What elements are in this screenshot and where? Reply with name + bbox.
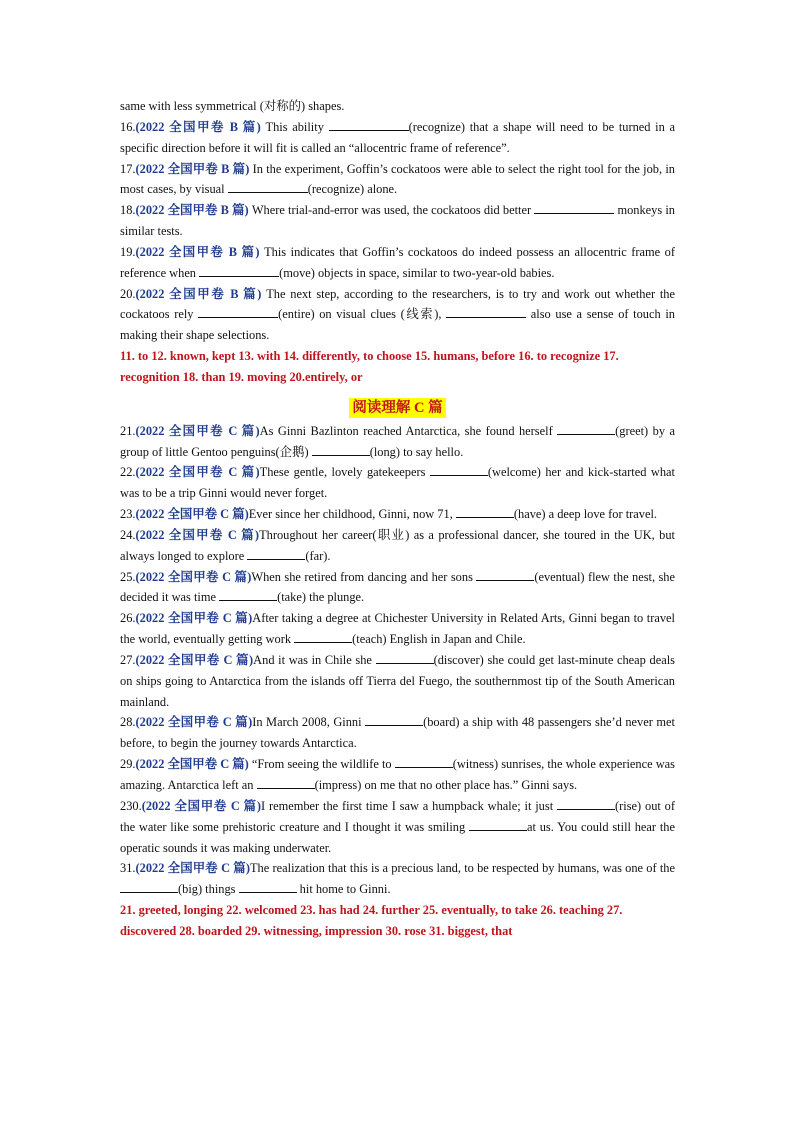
- source-tag: (2022 全国甲卷 C 篇): [135, 715, 253, 730]
- answer-blank[interactable]: [198, 305, 278, 318]
- question-number: 26.: [120, 611, 136, 626]
- source-tag: (2022 全国甲卷 B 篇): [135, 244, 260, 259]
- source-tag: (2022 全国甲卷 C 篇): [135, 757, 249, 772]
- source-tag: (2022 全国甲卷 B 篇): [135, 286, 262, 301]
- question-19: 19.(2022 全国甲卷 B 篇) This indicates that Goffin’s cockatoos do indeed possess an allocentric frame of reference when (move) objects in space, similar to two-year-old babies.: [120, 244, 676, 280]
- question-number: 23.: [120, 507, 136, 522]
- answer-key-c: 21. greeted, longing 22. welcomed 23. has had 24. further 25. eventually, to take 26. teaching 27. discovered 28. boarded 29. witnessing, impression 30. rose 31. biggest, that: [120, 903, 623, 938]
- question-number: 29.: [120, 757, 136, 772]
- question-number: 17.: [120, 161, 136, 176]
- question-number: 20.: [120, 286, 136, 301]
- question-20: 20.(2022 全国甲卷 B 篇) The next step, according to the researchers, is to try and work out whether the cockatoos rely (entire) on visual clues (线索), also use a sense of touch in making their shape selections.: [120, 286, 675, 343]
- source-tag: (2022 全国甲卷 C 篇): [135, 465, 260, 480]
- source-tag: (2022 全国甲卷 C 篇): [135, 527, 260, 542]
- source-tag: (2022 全国甲卷 B 篇): [135, 203, 249, 218]
- question-number: 25.: [120, 569, 136, 584]
- source-tag: (2022 全国甲卷 C 篇): [135, 652, 254, 667]
- answer-blank[interactable]: [329, 118, 409, 131]
- answer-blank[interactable]: [247, 547, 305, 560]
- question-27: 27.(2022 全国甲卷 C 篇)And it was in Chile she (discover) she could get last-minute cheap deals on ships going to Antarctica from the islands off Tierra del Fuego, the southernmost tip of the South American mainland.: [120, 652, 675, 709]
- question-25: 25.(2022 全国甲卷 C 篇)When she retired from dancing and her sons (eventual) flew the nest, she decided it was time (take) the plunge.: [120, 569, 675, 605]
- question-number: 16.: [120, 119, 136, 134]
- question-31: 31.(2022 全国甲卷 C 篇)The realization that this is a precious land, to be respected by humans, was one of the (big) things hit home to Ginni.: [120, 861, 676, 897]
- source-tag: (2022 全国甲卷 C 篇): [135, 423, 260, 438]
- question-number: 21.: [120, 423, 136, 438]
- question-26: 26.(2022 全国甲卷 C 篇)After taking a degree at Chichester University in Related Arts, Ginni began to travel the world, eventually getting work (teach) English in Japan and Chile.: [120, 611, 675, 647]
- answer-blank[interactable]: [365, 713, 423, 726]
- answer-blank[interactable]: [257, 776, 315, 789]
- answer-blank[interactable]: [239, 880, 297, 893]
- answer-blank[interactable]: [228, 180, 308, 193]
- answer-blank[interactable]: [120, 880, 178, 893]
- source-tag: (2022 全国甲卷 C 篇): [135, 861, 250, 876]
- question-23: 23.(2022 全国甲卷 C 篇)Ever since her childhood, Ginni, now 71, (have) a deep love for travel.: [120, 507, 657, 522]
- answer-blank[interactable]: [469, 818, 527, 831]
- answer-blank[interactable]: [199, 264, 279, 277]
- question-number: 18.: [120, 203, 136, 218]
- answer-blank[interactable]: [446, 305, 526, 318]
- answer-blank[interactable]: [557, 422, 615, 435]
- document-page: [120, 96, 675, 942]
- question-18: 18.(2022 全国甲卷 B 篇) Where trial-and-error was used, the cockatoos did better monkeys in similar tests.: [120, 203, 675, 239]
- question-number: 27.: [120, 652, 136, 667]
- section-c-title: 阅读理解 C 篇: [349, 398, 445, 418]
- question-number: 19.: [120, 244, 136, 259]
- answer-key-b: 11. to 12. known, kept 13. with 14. differently, to choose 15. humans, before 16. to recognize 17. recognition 18. than 19. moving 20.entirely, or: [120, 349, 619, 384]
- source-tag: (2022 全国甲卷 C 篇): [141, 798, 261, 813]
- answer-blank[interactable]: [557, 797, 615, 810]
- question-30: 230.(2022 全国甲卷 C 篇)I remember the first time I saw a humpback whale; it just (rise) out of the water like some prehistoric creature and I thought it was smiling at us. You could still hear the operatic sounds it was making underwater.: [120, 798, 676, 855]
- question-17: 17.(2022 全国甲卷 B 篇) In the experiment, Goffin’s cockatoos were able to select the right tool for the job, in most cases, by visual (recognize) alone.: [120, 161, 676, 197]
- source-tag: (2022 全国甲卷 C 篇): [135, 611, 253, 626]
- answer-blank[interactable]: [476, 568, 534, 581]
- answer-blank[interactable]: [294, 630, 352, 643]
- question-16: 16.(2022 全国甲卷 B 篇) This ability (recognize) that a shape will need to be turned in a specific direction before it will fit is called an “allocentric frame of reference”.: [120, 119, 676, 155]
- question-29: 29.(2022 全国甲卷 C 篇) “From seeing the wildlife to (witness) sunrises, the whole experience was amazing. Antarctica left an (impress) on me that no other place has.” Ginni says.: [120, 757, 675, 792]
- source-tag: (2022 全国甲卷 C 篇): [135, 507, 249, 522]
- answer-blank[interactable]: [312, 443, 370, 456]
- question-28: 28.(2022 全国甲卷 C 篇)In March 2008, Ginni (board) a ship with 48 passengers she’d never met before, to begin the journey towards Antarctica.: [120, 715, 675, 751]
- section-heading: [120, 398, 675, 419]
- source-tag: (2022 全国甲卷 B 篇): [135, 161, 250, 176]
- answer-blank[interactable]: [534, 201, 614, 214]
- answer-blank[interactable]: [395, 755, 453, 768]
- question-22: 22.(2022 全国甲卷 C 篇)These gentle, lovely gatekeepers (welcome) her and kick-started what was to be a trip Ginni would never forget.: [120, 465, 675, 501]
- continuation-text: same with less symmetrical (对称的) shapes.: [120, 99, 345, 113]
- source-tag: (2022 全国甲卷 C 篇): [135, 569, 252, 584]
- answer-blank[interactable]: [430, 463, 488, 476]
- question-number: 31.: [120, 861, 136, 876]
- source-tag: (2022 全国甲卷 B 篇): [135, 119, 261, 134]
- answer-blank[interactable]: [219, 588, 277, 601]
- question-21: 21.(2022 全国甲卷 C 篇)As Ginni Bazlinton reached Antarctica, she found herself (greet) by a group of little Gentoo penguins(企鹅) (long) to say hello.: [120, 423, 675, 459]
- question-number: 28.: [120, 715, 136, 730]
- question-number: 230.: [120, 798, 142, 813]
- question-number: 24.: [120, 527, 136, 542]
- question-24: 24.(2022 全国甲卷 C 篇)Throughout her career(职业) as a professional dancer, she toured in the UK, but always longed to explore (far).: [120, 527, 675, 563]
- answer-blank[interactable]: [456, 505, 514, 518]
- answer-blank[interactable]: [376, 651, 434, 664]
- question-number: 22.: [120, 465, 136, 480]
